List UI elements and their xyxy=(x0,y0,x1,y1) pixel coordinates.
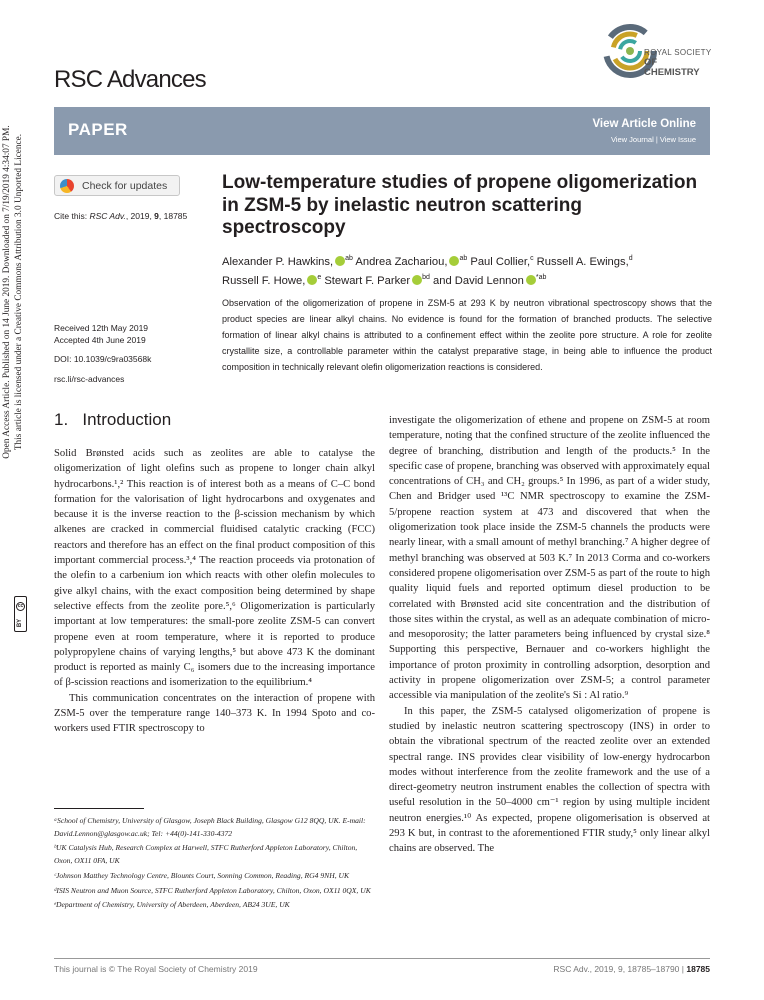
cite-volume: 9 xyxy=(154,211,159,221)
author-name[interactable]: Alexander P. Hawkins, xyxy=(222,256,334,268)
crossmark-icon xyxy=(60,179,74,193)
body-paragraph: Solid Brønsted acids such as zeolites are able to catalyse the oligomerization of light olefins such as propene to longer chain alkyl hydrocarbons.¹,² This reaction is of interest both as a means of C–C bond formation for the valorisation of light hydrocarbons and oxygenates and because it is the inverse reaction to the β-scission mechanism by which alkenes are cracked in commercial fluidised catalytic cracking (FCC) reactors and therefore has an effect on the final product composition of this important commercial process.³,⁴ The reaction proceeds via protonation of the olefin to a carbenium ion which reacts with other olefin molecules to give alkyl chains, with the exact composition being determined by shape selective effects from the zeolite pore.⁵,⁶ Oligomerization is particularly important at low temperatures: the small-pore zeolite ZSM-5 can convert propene even at room temperature, where it is reported to produce polypropylene chains of varying lengths,⁵ but above 473 K the dominant product is reported as mainly C₆ isomers due to the increasing importance of β-scission reactions and isomerization to the equilibrium.⁴ xyxy=(54,448,375,689)
body-column-left xyxy=(54,446,375,737)
citation xyxy=(54,210,187,222)
accepted-date: Accepted 4th June 2019 xyxy=(54,335,146,345)
licence-sidebar xyxy=(0,0,40,620)
body-paragraph: investigate the oligomerization of ethene and propene on ZSM-5 at room temperature, noting that the confined structure of the zeolite influenced the degree of branching, distribution and length of the products.⁵ In the specific case of propene, branching was observed with approximately equal concentrations of CH₃ and CH₂ groups.⁵ In 1996, as part of a wider study, Chen and Bridger used ¹³C NMR spectroscopy to examine the ZSM-5/propene reaction system at 473 and discovered that when the oligomerization took place inside the ZSM-5 channels the products were nearly linear, with a small amount of methyl branching.⁷ A higher degree of methyl branching was observed at 503 K.⁷ In 2013 Corma and co-workers considered propene oligomerisation over ZSM-5 as part of the route to high quality liquid fuels and reported optimum diesel production to be correlated with Brønsted acid site concentration and the distribution of those sites within the crystal, as well as an adequate combination of micro- and mesoporosity; the latter parameters being influenced by crystal size.⁸ Supporting this perspective, Bernauer and co-workers highlight the importance of proton proximity in controlling adsorption, desorption and activity in propene oligomerization over ZSM-5; a control parameter accessible via manipulation of the zeolite's Si : Al ratio.⁹ xyxy=(389,415,710,702)
article-title: Low-temperature studies of propene oligomerization in ZSM-5 by inelastic neutron scattering spectroscopy xyxy=(222,172,698,238)
journal-title: RSC Advances xyxy=(54,66,206,93)
author-affiliation: *ab xyxy=(535,274,547,281)
author-affiliation: bd xyxy=(422,274,430,281)
affiliation-footnotes xyxy=(54,815,375,914)
author-name[interactable]: Russell A. Ewings, xyxy=(536,256,629,268)
cc-by-label: BY xyxy=(17,619,24,628)
footnote: ᵇUK Catalysis Hub, Research Complex at Harwell, STFC Rutherford Appleton Laboratory, Chilton, Oxon, OX11 0FA, UK xyxy=(54,843,358,866)
doi-link[interactable]: DOI: 10.1039/c9ra03568k xyxy=(54,354,152,364)
cc-licence-badge[interactable] xyxy=(14,596,27,632)
author-affiliation: e xyxy=(317,274,322,281)
received-date: Received 12th May 2019 xyxy=(54,323,149,333)
author-name[interactable]: Russell F. Howe, xyxy=(222,275,306,287)
abstract: Observation of the oligomerization of propene in ZSM-5 at 293 K by neutron vibrational spectroscopy shows that the product species are linear alkyl chains. No evidence is found for the formation of branched products. The selective formation of linear alkyl chains is attributed to a confinement effect within the zeolite pore structure. A role for zeolite crystallite size, a controllable parameter within the catalyst preparative stage, in being able to influence the product composition in technically relevant olefin oligomerization reactions is considered. xyxy=(222,298,712,373)
orcid-icon[interactable] xyxy=(335,256,345,266)
cite-prefix: Cite this: xyxy=(54,211,90,221)
author-affiliation: c xyxy=(530,255,534,262)
logo-text-line1: ROYAL SOCIETY xyxy=(644,48,712,57)
licence-line-1[interactable]: Open Access Article. Published on 14 June 2019. Downloaded on 7/19/2019 4:34:07 PM. xyxy=(2,125,12,459)
orcid-icon[interactable] xyxy=(526,275,536,285)
author-name[interactable]: Stewart F. Parker xyxy=(324,275,411,287)
check-for-updates-button[interactable] xyxy=(54,175,180,196)
body-paragraph: This communication concentrates on the interaction of propene with ZSM-5 over the temperature range 140–373 K. In 1994 Spoto and co-workers used FTIR spectroscopy to xyxy=(54,692,375,735)
licence-line-2[interactable]: This article is licensed under a Creative Commons Attribution 3.0 Unported Licence. xyxy=(13,133,24,451)
logo-text-line2: OF CHEMISTRY xyxy=(644,57,700,78)
author-name[interactable]: Andrea Zachariou, xyxy=(355,256,448,268)
cite-journal: RSC Adv. xyxy=(89,211,126,221)
footnote: ᶜJohnson Matthey Technology Centre, Blounts Court, Sonning Common, Reading, RG4 9NH, UK xyxy=(54,870,350,880)
section-title: Introduction xyxy=(82,410,172,429)
author-affiliation: ab xyxy=(459,255,468,262)
body-paragraph: In this paper, the ZSM-5 catalysed oligomerization of propene is studied by inelastic neutron scattering spectroscopy (INS) in order to obtain the vibrational spectrum of the reacted zeolite over an extended spectral range. INS provides clear visibility of low-energy hydrocarbon modes without interference from the zeolite framework and the use of a direct-geometry neutron instrument enables the collection of spectra with useful resolution in the 50–4000 cm⁻¹ region by using multiple incident neutron energies.¹⁰ As expected, propene oligomerisation is observed at 293 K but, in contrast to the aforementioned FTIR study,⁵ only linear alkyl chains are observed. The xyxy=(389,705,710,855)
footnote: ᵃSchool of Chemistry, University of Glasgow, Joseph Black Building, Glasgow G12 8QQ, UK. E-mail: David.Lennon@glasgow.ac.uk; Tel: +44(0)-141-330-4372 xyxy=(54,816,366,838)
section-heading xyxy=(54,410,171,430)
cite-pages: , 18785 xyxy=(158,211,188,221)
view-article-online-link[interactable]: View Article Online xyxy=(592,118,696,130)
footnote: ᵈISIS Neutron and Muon Source, STFC Rutherford Appleton Laboratory, Chilton, Oxon, OX11 0QX, UK xyxy=(54,885,371,895)
article-type-banner xyxy=(54,107,710,155)
footnote-divider xyxy=(54,808,144,809)
cite-year: , 2019, xyxy=(125,211,155,221)
orcid-icon[interactable] xyxy=(307,275,317,285)
body-column-right xyxy=(389,413,710,857)
author-line-1 xyxy=(222,251,712,270)
footer-divider xyxy=(54,958,710,959)
view-journal-issue-links[interactable]: View Journal | View Issue xyxy=(610,135,696,144)
author-name[interactable]: and David Lennon xyxy=(433,275,524,287)
check-for-updates-label: Check for updates xyxy=(82,179,168,192)
orcid-icon[interactable] xyxy=(449,256,459,266)
section-number: 1. xyxy=(54,410,69,429)
footnote: ᵉDepartment of Chemistry, University of Aberdeen, Aberdeen, AB24 3UE, UK xyxy=(54,900,290,910)
cc-icon: cc xyxy=(17,603,24,610)
page-number: 18785 xyxy=(686,964,710,974)
rsc-logo xyxy=(600,20,715,82)
article-type-label: PAPER xyxy=(68,120,128,139)
footer-copyright: This journal is © The Royal Society of Chemistry 2019 xyxy=(54,964,258,974)
author-list xyxy=(222,251,712,289)
author-name[interactable]: Paul Collier, xyxy=(470,256,531,268)
footer-citation-text: RSC Adv., 2019, 9, 18785–18790 | xyxy=(553,964,687,974)
orcid-icon[interactable] xyxy=(412,275,422,285)
author-affiliation: ab xyxy=(345,255,353,262)
author-line-2 xyxy=(222,270,712,289)
footer-citation xyxy=(553,964,710,974)
journal-url-link[interactable]: rsc.li/rsc-advances xyxy=(54,374,125,384)
author-affiliation: d xyxy=(628,255,633,262)
